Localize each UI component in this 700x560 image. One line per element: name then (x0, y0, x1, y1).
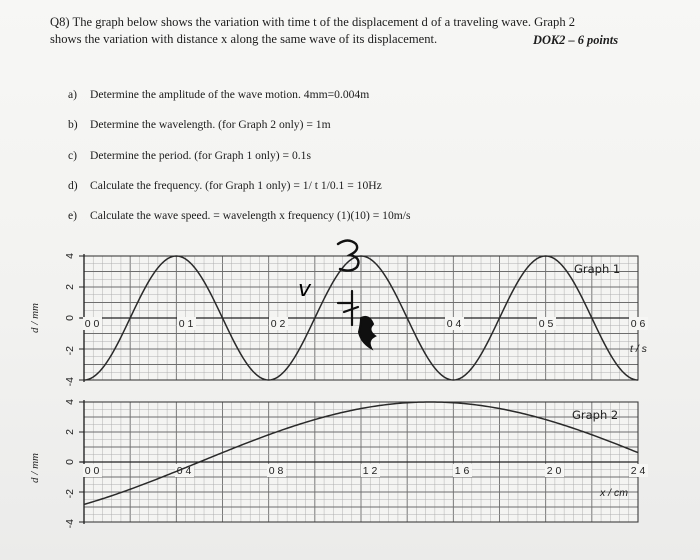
graph1 (64, 253, 648, 387)
part-e-text: Calculate the wave speed. = wavelength x frequency (1)(10) = 10m/s (90, 209, 411, 222)
graph1-xtick-label: 0 1 (178, 318, 194, 330)
part-d-text: Calculate the frequency. (for Graph 1 only) = 1/ t 1/0.1 = 10Hz (90, 179, 382, 192)
graph2-ytick-label: -2 (64, 489, 76, 499)
part-d-label: d) (68, 179, 78, 192)
graph2-xtick-label: 0 0 (84, 465, 100, 477)
graph1-xtick-label: 0 4 (446, 318, 462, 330)
part-c-text: Determine the period. (for Graph 1 only) = 0.1s (90, 149, 311, 162)
graph2-ytick-label: 0 (64, 459, 76, 465)
part-b-label: b) (68, 118, 78, 131)
part-b-text: Determine the wavelength. (for Graph 2 only) = 1m (90, 118, 331, 131)
graph1-title: Graph 1 (574, 262, 621, 276)
handwritten-v: v (298, 277, 312, 302)
graph1-xtick-label: 0 5 (538, 318, 554, 330)
graph2-xlabel: x / cm (600, 487, 628, 499)
graph1-ytick-label: -4 (64, 377, 76, 387)
question-line-1: Q8) The graph below shows the variation with time t of the displacement d of a traveling wave. Graph 2 (50, 15, 576, 29)
part-e-label: e) (68, 209, 78, 222)
graph1-ytick-label: -2 (64, 346, 76, 356)
graph2-xtick-label: 1 2 (362, 465, 378, 477)
graph2-ytick-label: 2 (64, 429, 76, 435)
graph2-ytick-label: 4 (64, 399, 76, 405)
graph1-ytick-label: 0 (64, 315, 76, 321)
dok-points: DOK2 – 6 points (533, 33, 619, 47)
question-line-2: shows the variation with distance x along the same wave of its displacement. (50, 32, 438, 46)
graph2-xtick-label: 0 8 (268, 465, 284, 477)
graph2-title: Graph 2 (572, 408, 619, 422)
graph1-ytick-label: 2 (64, 284, 76, 290)
graph1-ylabel: d / mm (29, 303, 41, 333)
graph2-ylabel: d / mm (29, 453, 41, 483)
graph2-xtick-label: 2 0 (546, 465, 562, 477)
graph2-xtick-label: 1 6 (454, 465, 470, 477)
part-a-label: a) (68, 88, 78, 101)
part-c-label: c) (68, 149, 78, 162)
graph2-ytick-label: -4 (64, 519, 76, 529)
graph1-xlabel: t / s (630, 343, 647, 355)
graph1-xtick-label: 0 2 (270, 318, 286, 330)
graph2 (64, 399, 648, 529)
graph1-xtick-label: 0 6 (630, 318, 646, 330)
graph2-xtick-label: 2 4 (630, 465, 646, 477)
part-a-text: Determine the amplitude of the wave motion. 4mm=0.004m (90, 88, 370, 101)
graph2-xtick-label: 0 4 (176, 465, 192, 477)
graph1-ytick-label: 4 (64, 253, 76, 259)
graph1-xtick-label: 0 0 (84, 318, 100, 330)
